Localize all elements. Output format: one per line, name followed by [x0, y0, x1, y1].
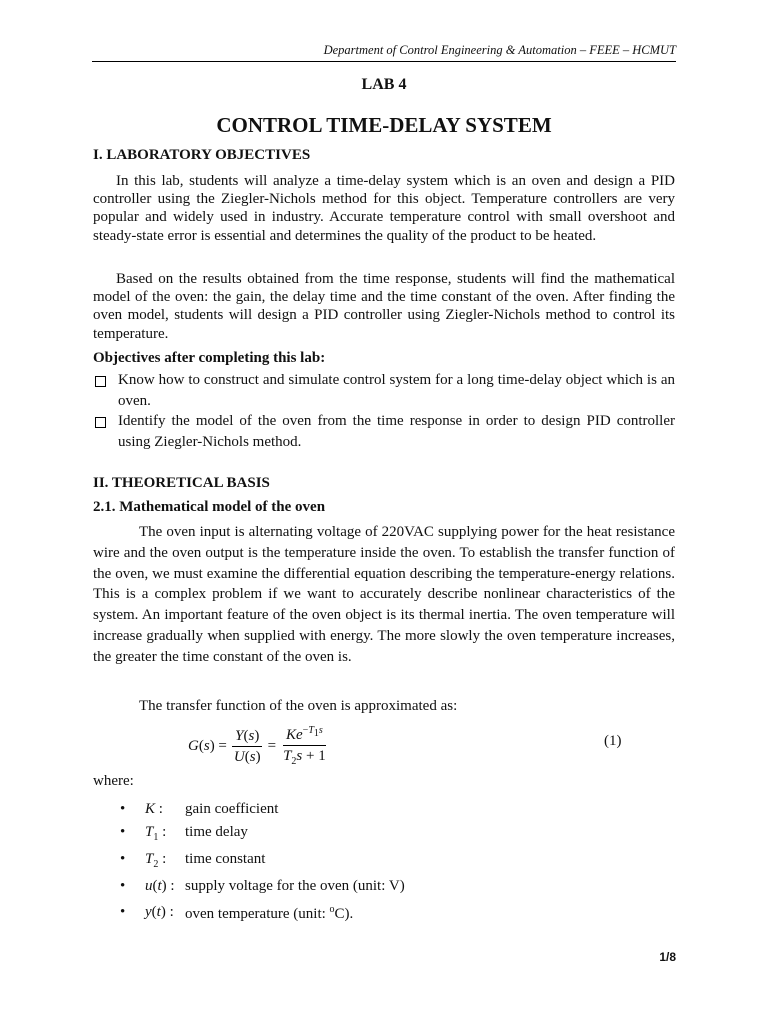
- page-number: 1/8: [659, 950, 676, 964]
- model-fraction: $\frac{Ke^{-T_1s}}{T_2s + 1}$: [280, 722, 329, 771]
- transfer-function-equation: G(s) = $\frac{Y(s)}{U(s)}$ = $\frac{Ke^{-T_1s}}{T_2s + 1}$: [188, 722, 333, 771]
- lab-number: LAB 4: [361, 76, 407, 93]
- subsection-heading: 2.1. Mathematical model of the oven: [93, 499, 326, 515]
- ratio-fraction: $\frac{Y(s)}{U(s)}$: [233, 728, 261, 765]
- checkbox-icon: [95, 376, 106, 387]
- results-paragraph: Based on the results obtained from the time response, students will find the mathematical model of the oven: the gain, the delay time and the time constant of the oven. After finding the oven model, students will design a PID controller using Ziegler-Nichols method to control its temperature.: [93, 271, 675, 342]
- intro-paragraph: In this lab, students will analyze a time-delay system which is an oven and design a PID controller using the Ziegler-Nichols method for this object. Temperature controllers are very popular and widely used in industry. Accurate temperature control with small overshoot and steady-state error is essential and determines the quality of the product to be heated.: [93, 173, 675, 244]
- definition-text: gain coefficient: [185, 801, 279, 817]
- definition-text: supply voltage for the oven (unit: V): [185, 878, 405, 894]
- definition-text: time constant: [185, 851, 266, 867]
- transfer-function-intro: The transfer function of the oven is approximated as:: [139, 698, 458, 714]
- running-header: Department of Control Engineering & Automation – FEEE – HCMUT: [323, 43, 676, 57]
- page-title: CONTROL TIME-DELAY SYSTEM: [216, 113, 552, 137]
- section-heading-theory: II. THEORETICAL BASIS: [93, 475, 270, 491]
- oven-model-paragraph: The oven input is alternating voltage of 220VAC supplying power for the heat resistance wire and the oven output is the temperature inside the oven. To establish the transfer function of the oven, we must examine the differential equation describing the temperature-energy relations. This is a complex problem if we want to accurately describe nonlinear characteristics of the system. An important feature of the oven object is its thermal inertia. The oven temperature will increase gradually when supplied with energy. The more slowly the oven temperature increases, the greater the time constant of the oven is.: [93, 524, 675, 665]
- objectives-heading: Objectives after completing this lab:: [93, 350, 326, 366]
- definition-text: time delay: [185, 824, 248, 840]
- objective-item: [93, 411, 675, 453]
- objective-text: Identify the model of the oven from the time response in order to design PID controller using Ziegler-Nichols method.: [118, 413, 675, 450]
- document-page: Department of Control Engineering & Automation – FEEE – HCMUT LAB 4 CONTROL TIME-DELAY SYSTEM I. LABORATORY OBJECTIVES In this lab, students will analyze a time-delay system which is an oven and design a PID controller using the Ziegler-Nichols method for this object. Temperature controllers are very popular and widely used in industry. Accurate temperature control with small overshoot and steady-state error is essential and determines the quality of the product to be heated. Based on the results obtained from the time response, students will find the mathematical model of the oven: the gain, the delay time and the time constant of the oven. After finding the oven model, students will design a PID controller using Ziegler-Nichols method to control its temperature. Objectives after completing this lab: Know how to construct and simulate control system for a long time-delay object which is an oven. Identify the model of the oven from the time response in order to design PID controller using Ziegler-Nichols method. II. THEORETICAL BASIS 2.1. Mathematical model of the oven The oven input is alternating voltage of 220VAC supplying power for the heat resistance wire and the oven output is the temperature inside the oven. To establish the transfer function of the oven, we must examine the differential equation describing the temperature-energy relations. This is a complex problem if we want to accurately describe nonlinear characteristics of the system. An important feature of the oven object is its thermal inertia. The oven temperature will increase gradually when supplied with energy. The more slowly the oven temperature increases, the greater the time constant of the oven is. The transfer function of the oven is approximated as: G(s) = $\frac{Y(s)}{U(s)}$ = $\frac{Ke^{-T_1s}}{T_2s + 1}$ (1) where: • K : gain coefficient • $T_1$ : time delay • $T_2$ : time constant • u(t) : supply voltage for the oven (unit: V) • y(t) : oven temperature (unit: $^o$C). 1/8: [0, 0, 768, 1024]
- equation-number: (1): [604, 733, 622, 749]
- header-rule: [92, 61, 676, 62]
- objective-item: [93, 370, 675, 412]
- definition-text: oven temperature (unit: $^o$C).: [185, 904, 354, 922]
- checkbox-icon: [95, 417, 106, 428]
- where-label: where:: [93, 773, 134, 789]
- objective-text: Know how to construct and simulate control system for a long time-delay object which is an oven.: [118, 372, 675, 409]
- section-heading-objectives: I. LABORATORY OBJECTIVES: [93, 147, 311, 163]
